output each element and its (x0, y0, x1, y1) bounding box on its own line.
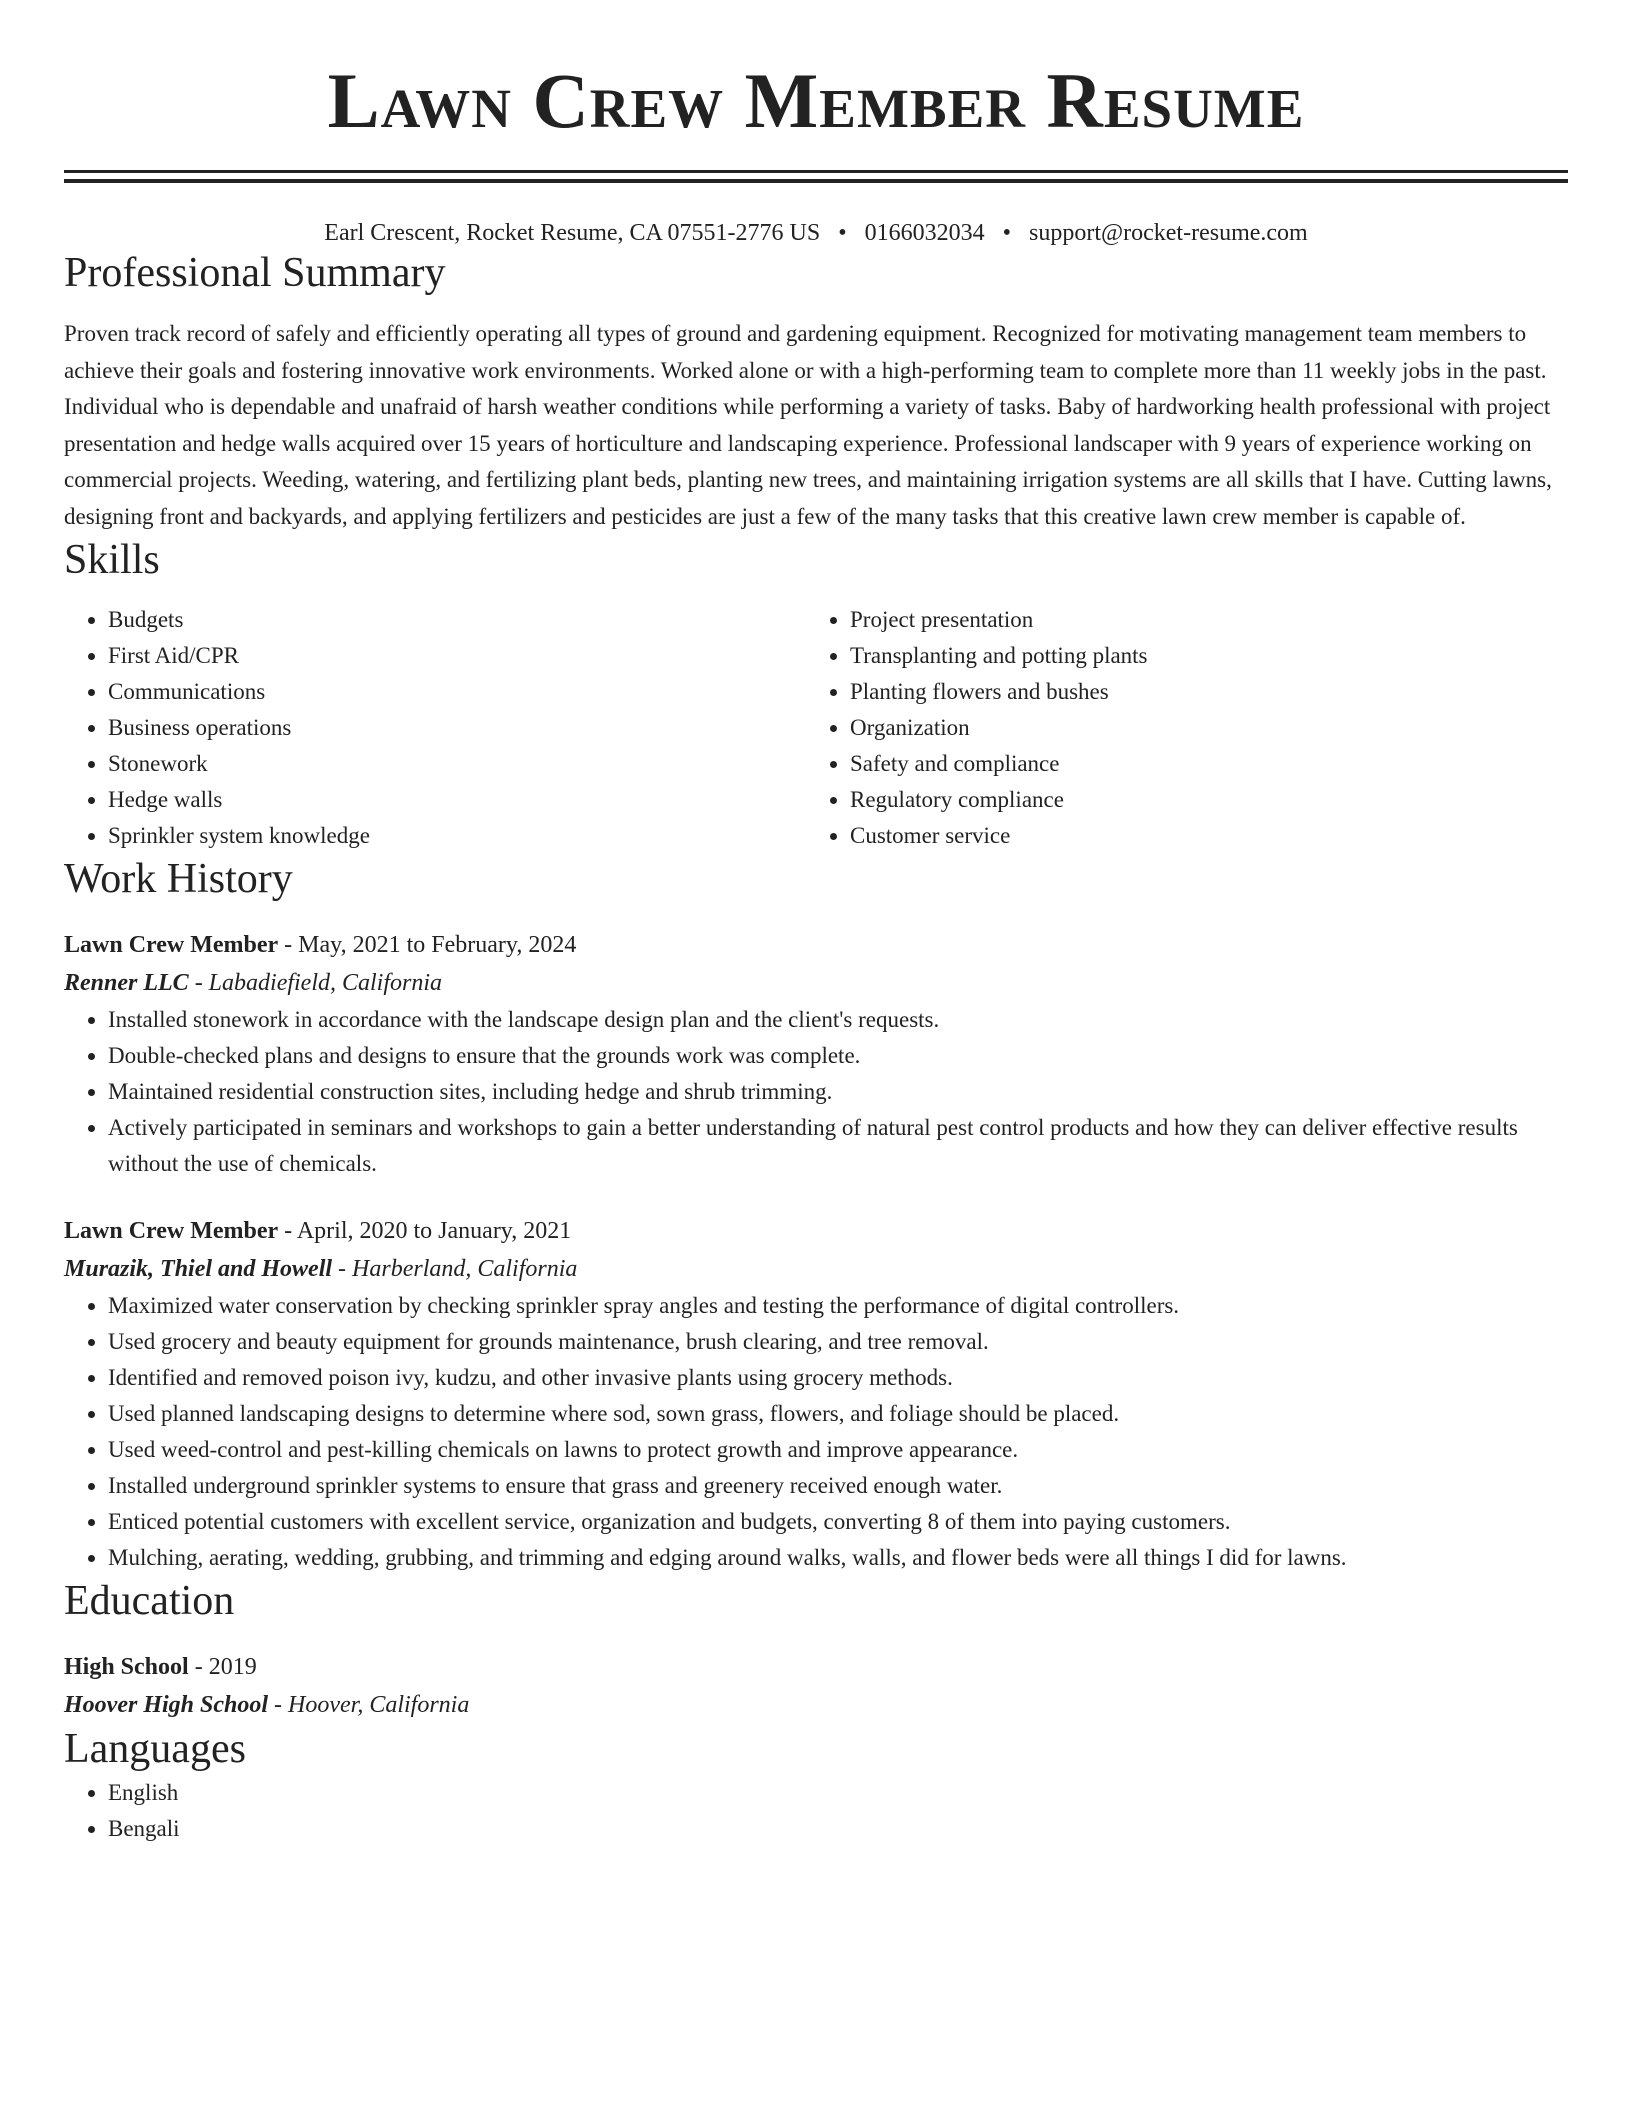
job-duty-item: • Installed underground sprinkler systems to ensure that grass and greenery received enough water. (108, 1468, 1568, 1504)
job-heading (64, 1212, 1568, 1250)
job-location: - Harberland, California (332, 1255, 578, 1282)
skills-list-right (806, 602, 1548, 854)
education-degree: High School (64, 1654, 189, 1681)
skills-column-right (806, 602, 1548, 854)
language-item: • English (108, 1775, 1568, 1811)
education-degree-line (64, 1648, 1568, 1686)
skill-item: • Transplanting and potting plants (850, 638, 1548, 674)
job-duty-item: • Actively participated in seminars and workshops to gain a better understanding of natural pest control products and how they can deliver effective results without the use of chemicals. (108, 1110, 1568, 1182)
summary-text: Proven track record of safely and efficiently operating all types of ground and gardening equipment. Recognized for motivating management team members to achieve their goals and fostering innovative work environments. Worked alone or with a high-performing team to complete more than 11 weekly jobs in the past. Individual who is dependable and unafraid of harsh weather conditions while performing a variety of tasks. Baby of hardworking health professional with project presentation and hedge walls acquired over 15 years of horticulture and landscaping experience. Professional landscaper with 9 years of experience working on commercial projects. Weeding, watering, and fertilizing plant beds, planting new trees, and maintaining irrigation systems are all skills that I have. Cutting lawns, designing front and backyards, and applying fertilizers and pesticides are just a few of the many tasks that this creative lawn crew member is capable of. (64, 321, 1552, 529)
skill-item: • Organization (850, 710, 1548, 746)
skills-column-left (64, 602, 806, 854)
summary-heading: Professional Summary (64, 249, 446, 296)
education-heading: Education (64, 1577, 235, 1624)
skills-heading: Skills (64, 537, 160, 584)
language-item: • Bengali (108, 1811, 1568, 1847)
job-duties-list (64, 1288, 1568, 1576)
contact-phone: 0166032034 (864, 220, 985, 246)
work-history-heading: Work History (64, 855, 293, 902)
skill-item: • Stonework (108, 746, 806, 782)
job-employer (64, 964, 1568, 1002)
job-role: Lawn Crew Member (64, 931, 279, 958)
skill-item: • Customer service (850, 818, 1548, 854)
title-divider-bottom (64, 179, 1568, 183)
skills-section (64, 535, 1568, 853)
job-duty-item: • Maximized water conservation by checking sprinkler spray angles and testing the performance of digital controllers. (108, 1288, 1568, 1324)
contact-line (64, 219, 1568, 248)
job-duty-item: • Enticed potential customers with excellent service, organization and budgets, converting 8 of them into paying customers. (108, 1504, 1568, 1540)
skill-item: • First Aid/CPR (108, 638, 806, 674)
job-duties-list (64, 1002, 1568, 1182)
skill-item: • Project presentation (850, 602, 1548, 638)
education-location: - Hoover, California (268, 1692, 470, 1719)
job-role: Lawn Crew Member (64, 1217, 279, 1244)
education-year: - 2019 (188, 1654, 257, 1681)
job-dates: - May, 2021 to February, 2024 (278, 931, 577, 958)
languages-section (64, 1724, 1568, 1846)
job-duty-item: • Used planned landscaping designs to determine where sod, sown grass, flowers, and foliage should be placed. (108, 1396, 1568, 1432)
contact-separator: • (1002, 220, 1012, 246)
job-duty-item: • Installed stonework in accordance with the landscape design plan and the client's requests. (108, 1002, 1568, 1038)
contact-email: support@rocket-resume.com (1029, 220, 1308, 246)
skill-item: • Regulatory compliance (850, 782, 1548, 818)
job-duty-item: • Identified and removed poison ivy, kudzu, and other invasive plants using grocery methods. (108, 1360, 1568, 1396)
skill-item: • Communications (108, 674, 806, 710)
education-school-line (64, 1686, 1568, 1724)
job-company: Murazik, Thiel and Howell (64, 1255, 333, 1282)
skill-item: • Safety and compliance (850, 746, 1548, 782)
job-entry (64, 1212, 1568, 1576)
skill-item: • Hedge walls (108, 782, 806, 818)
languages-heading: Languages (64, 1726, 246, 1773)
job-employer (64, 1250, 1568, 1288)
skill-item: • Business operations (108, 710, 806, 746)
work-history-section (64, 854, 1568, 1576)
skill-item: • Sprinkler system knowledge (108, 818, 806, 854)
job-entry (64, 926, 1568, 1182)
job-duty-item: • Used weed-control and pest-killing chemicals on lawns to protect growth and improve appearance. (108, 1432, 1568, 1468)
resume-title: Lawn Crew Member Resume (327, 57, 1305, 144)
job-heading (64, 926, 1568, 964)
job-duty-item: • Mulching, aerating, wedding, grubbing, and trimming and edging around walks, walls, and flower beds were all things I did for lawns. (108, 1540, 1568, 1576)
contact-address: Earl Crescent, Rocket Resume, CA 07551-2776 US (324, 220, 821, 246)
education-school: Hoover High School (64, 1692, 269, 1719)
skill-item: • Budgets (108, 602, 806, 638)
job-duty-item: • Double-checked plans and designs to ensure that the grounds work was complete. (108, 1038, 1568, 1074)
summary-section (64, 248, 1568, 535)
skills-list-left (64, 602, 806, 854)
title-divider-top (64, 170, 1568, 173)
job-duty-item: • Maintained residential construction sites, including hedge and shrub trimming. (108, 1074, 1568, 1110)
education-section (64, 1576, 1568, 1724)
skills-grid (64, 602, 1568, 854)
contact-separator: • (838, 220, 847, 246)
languages-list (64, 1775, 1568, 1847)
job-duty-item: • Used grocery and beauty equipment for grounds maintenance, brush clearing, and tree removal. (108, 1324, 1568, 1360)
job-location: - Labadiefield, California (188, 969, 443, 996)
skill-item: • Planting flowers and bushes (850, 674, 1548, 710)
job-company: Renner LLC (64, 969, 189, 996)
job-dates: - April, 2020 to January, 2021 (278, 1217, 572, 1244)
